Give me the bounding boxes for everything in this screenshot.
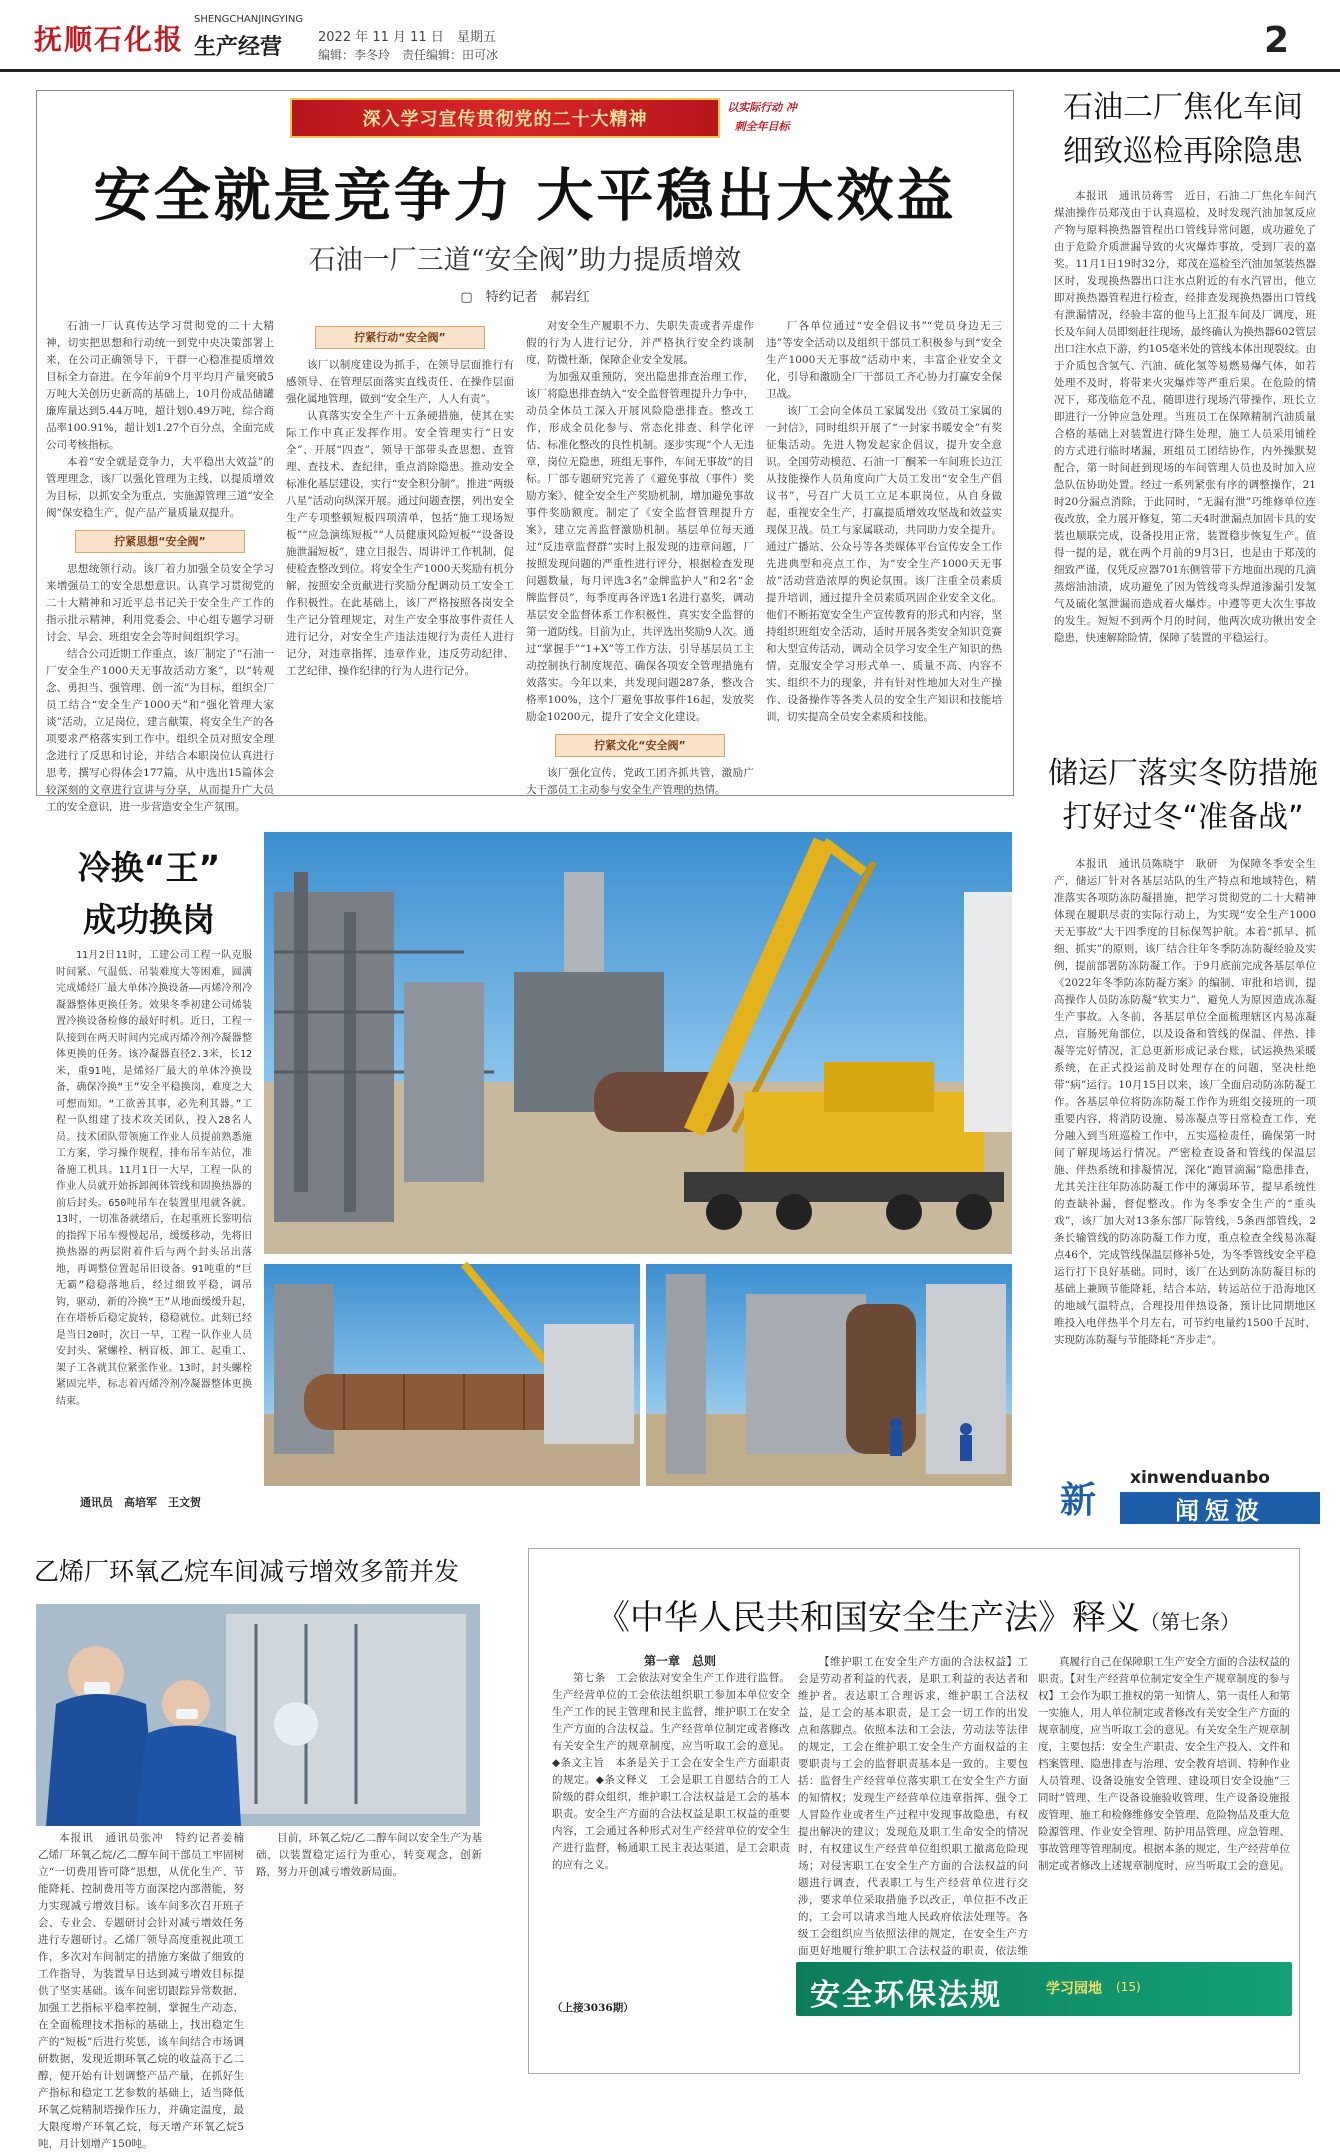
bottom-left-text: 本报讯 通讯员张冲 特约记者姜楠 乙烯厂环氧乙烷/乙二醇车间干部员工牢固树立“一切费用皆可降”思想，从优化生产、节能降耗、控制费用等方面深挖内部潜能，努力实现减亏增效目标。该车间多次召开班子会、专业会、专题研讨会针对减亏增效任务进行专题研讨。乙烯厂领导高度重视此项工作，多次对车间制定的措施方案做了细致的工作指导，为装置早日达到减亏增效目标提供了坚实基础。该车间密切跟踪异常数据，加强工艺指标平稳率控制，掌握生产动态，在全面梳理技术指标的基础上，找出稳定生产的“短板”后进行奖惩，该车间结合市场调研数据，发现近期环氧乙烷的收益高于乙二醇，便开始有计划调整产品产量，在抓好生产指标和稳定工艺参数的基础上，适当降低环氧乙烷精制塔操作压力，并确定温度，最大限度增产环氧乙烷，每天增产环氧乙烷5吨，月计划增产150吨。 <box>38 1832 255 2150</box>
right-story-1-text: 本报讯 通讯员蒋雪 近日，石油二厂焦化车间汽煤油操作员郑茂由于认真巡检，及时发现汽油加氢反应产物与原料换热器管程出口管线异常问题，成功避免了由于危险介质泄漏导致的火灾爆炸事故，受到厂表的嘉奖。11月1日19时32分，郑茂在巡检至汽油加氢装热器区时，发现换热器出口注水点附近的有水汽冒出，他立即对换热器管程进行检查，经排查发现换热器出口管线有泄漏情况，经验丰富的他马上汇报车间及厂调度，班长及车间人员即刻赶往现场，最终确认为换热器602管层出口注水点下游，约105毫米处的管线本体出现裂纹。由于介质包含氢气、汽油、硫化氢等易燃易爆气体，如若处理不及时，将带来火灾爆炸等严重后果。在危险的情况下，郑茂临危不乱，随即进行现场汽带操作，班长立即进行一分钟应急处理。当班员工在保障精制汽油质量合格的基础上对装置进行降生处理，施工人员采用铺栓的方式进行临时堵漏，班组员工团结协作，内外操默契配合，第一时间赶到现场的车间管理人员也及时加入应急队伍协助处置。经过一系列紧张有序的调整操作，21时20分漏点消除，于此同时，“无漏有泄”巧维修单位连夜改放，全力展开修复，第二天4时泄漏点加固卡具的安装也顺联完成，设备投用正常，装置稳步恢复生产。值得一提的是，就在两个月前的9月3日，也是由于郑茂的细致严谨，仅凭反应器701东侧管带下方地面出现的几滴蒸熔油油渍，成功避免了因为管线弯头焊道渗漏引发氢气及硫化氢泄漏而造成着火爆炸。中遵等更大次生事故的发生。短短不到两个月的时间，他两次成功揪出安全隐患，快速解除险情，保障了装置的平稳运行。 <box>1054 190 1316 644</box>
left-story-title <box>44 842 254 946</box>
news-brief-badge <box>1060 1468 1322 1526</box>
page-number: 2 <box>1264 20 1290 61</box>
news-brief-char: 新 <box>1060 1480 1097 1521</box>
lead-subhead-1: 拧紧思想“安全阀” <box>75 530 245 553</box>
left-story-body <box>56 948 252 1488</box>
news-brief-pinyin: xinwenduanbo <box>1130 1468 1270 1488</box>
lead-subhead-3: 拧紧文化“安全阀” <box>555 734 725 757</box>
lead-paragraph: 思想统领行动。该厂着力加强全员安全学习来增强员工的安全思想意识。认真学习贯彻党的二十大精神和习近平总书记关于安全生产工作的指示批示精神，利用党委会、中心组专题学习研讨会、早会、班组安全会等时间组织学习。 <box>46 563 274 643</box>
law-text-3: 真履行自己在保障职工生产安全方面的合法权益的职责。【对生产经营单位制定安全生产规章制度的参与权】工会作为职工推权的第一知情人、第一责任人和第一实施人，用人单位制定或者修改有关安全生产方面的规章制度，应当听取工会的意见。有关安全生产规章制度，主要包括：安全生产职责、安全生产投入、文件和档案管理、隐患排查与治理、安全教育培训、特种作业人员管理、设备设施安全管理、建设项目安全设施“三同时”管理、生产设备设施验收管理、生产设备设施报废管理、施工和检修维修安全管理、危险物品及重大危险源管理、作业安全管理、防护用品管理、应急管理、事故管理等管理制度。根据本条的规定，生产经营单位制定或者修改上述规章制度时，应当听取工会的意见。 <box>1038 1656 1290 1872</box>
lead-title: 安全就是竞争力 大平稳出大效益 <box>93 163 957 229</box>
lead-paragraph: 该厂工会向全体员工家属发出《致员工家属的一封信》，同时组织开展了“一封家书暖安全”有奖征集活动。先进人物发起家企倡议，提升安全意识。全国劳动模范、石油一厂酮苯一车间班长边江从技能操作人员角度向广大员工发出“安全生产倡议书”，号召广大员工立足本职岗位，从自身做起，重视安全生产，打赢提质增效攻坚战和效益实现保卫战。员工与家属联动，共同助力安全提升。通过广播站、公众号等各类媒体平台宣传安全工作先进典型和亮点工作，为“安全生产1000天无事故”活动营造浓厚的舆论氛围。该厂注重全员素质提升培训，通过提升全员素质巩固企业安全文化。他们不断拓宽安全生产宣传教育的形式和内容，坚持组织班组安全活动，适时开展各类安全知识竞赛和大型宣传活动，调动全员学习安全生产知识的热情，克服安全学习形式单一、质量不高、内容不实、组织不力的现象，并有针对性地加大对生产操作、设备操作等各类人员的安全生产知识和技能培训，切实提高全员安全素质和技能。 <box>766 405 1002 723</box>
regulations-banner-num: (15) <box>1116 1980 1141 1994</box>
bottom-left-text-2: 目前，环氧乙烷/乙二醇车间以安全生产为基础，以装置稳定运行为重心，转变观念，创新路，努力开创减亏增效新局面。 <box>256 1832 482 1878</box>
lead-banner-text: 深入学习宣传贯彻党的二十大精神 <box>362 109 648 130</box>
law-bottom-filler <box>798 2022 1290 2070</box>
section-name: 生产经营 <box>194 35 283 60</box>
lead-column-3 <box>526 318 754 796</box>
right-story-1-body <box>1054 188 1316 748</box>
lead-subtitle: 石油一厂三道“安全阀”助力提质增效 <box>308 245 742 276</box>
section-pinyin: SHENGCHANJINGYING <box>194 14 304 25</box>
right-story-2-title <box>1040 752 1326 840</box>
crane-main-photo <box>264 832 1012 1254</box>
left-story-text: 11月2日11时，工建公司工程一队克服时间紧、气温低、吊装难度大等困难，圆满完成烯烃厂最大单体冷换设备——丙烯冷剂冷凝器整体更换任务。效果冬季初建公司烯装置冷换设备检修的最好时机。近日，工程一队接到在两天时间内完成丙烯冷剂冷凝器整体更换的任务。该冷凝器直径2.3米，长12米，重91吨，是烯烃厂最大的单体冷换设备，确保冷换“王”安全平稳换岗，难度之大可想而知。“工欲善其事，必先利其器。”工程一队组建了技术攻关团队，投入28名人员。技术团队带领施工作业人员提前熟悉施工方案，学习操作规程，排布吊车站位，准备施工机具。11月1日一大早，工程一队的作业人员就开始拆卸阀体管线和固换热器的前后封头。650吨吊车在装置里甩就各就。13时，一切准备就绪后，在起重班长鉴明信的指挥下吊车慢慢起吊，缓缓移动，先将旧换热器的两层附着件后与两个封头吊出落地，再调整位置起吊旧设备。91吨重的“巨无霸”稳稳落地后，经过细致平稳，调吊钩，驱动，新的冷换“王”从地面缓缓升起，在在塔桥后稳定旋转，稳稳就位。此刻已经是当日20时，次日一早，工程一队作业人员安封头、紧螺栓、柄盲板、卸工、起重工、架子工各就其位紧张作业。13时，封头螺栓紧固完毕，标志着丙烯冷剂冷凝器整体更换结束。 <box>56 950 252 1407</box>
law-column-1 <box>552 1670 790 1996</box>
right-story-2-title-line2: 打好过冬“准备战” <box>1062 800 1304 835</box>
lead-banner <box>290 98 720 138</box>
lead-byline: ▢ 特约记者 郝岩红 <box>460 290 590 305</box>
newspaper-logo: 抚顺石化报 <box>34 23 185 56</box>
lead-banner-side: 以实际行动 冲刺全年目标 <box>727 101 797 133</box>
masthead <box>0 0 1340 72</box>
right-story-2-title-line1: 储运厂落实冬防措施 <box>1048 756 1318 791</box>
exchanger-left-illustration <box>264 1264 640 1486</box>
lead-column-4 <box>766 318 1002 786</box>
law-title-main: 《中华人民共和国安全生产法》释义 <box>596 1598 1140 1638</box>
law-continued: （上接3036期） <box>552 2002 634 2014</box>
news-brief-label: 闻短波 <box>1175 1496 1265 1525</box>
news-brief-label-box <box>1120 1492 1320 1524</box>
lead-column-1 <box>46 318 274 813</box>
lead-paragraph: 本着“安全就是竞争力，大平稳出大效益”的管理理念，该厂以强化管理为主线，以提质增效为目标，以抓安全为重点，实施源管理三道“安全阀”保安稳生产，促产品产量质量双提升。 <box>46 456 274 519</box>
lead-paragraph: 该厂以制度建设为抓手，在领导层面推行有感领导、在管理层面落实直线责任、在操作层面强化属地管理，做到“安全生产，人人有责”。 <box>286 359 514 405</box>
right-story-1-title-line1: 石油二厂焦化车间 <box>1063 90 1303 125</box>
right-story-2-text: 本报讯 通讯员陈晓宇 耿研 为保障冬季安全生产，储运厂针对各基层站队的生产特点和地域特色，精准落实各项防冻防凝措施，把学习贯彻党的二十大精神体现在履职尽责的实际行动上，为实现“安全生产1000天无事故”大干四季度的目标保驾护航。本着“抓早、抓细、抓实”的原则，该厂结合往年冬季防冻防凝经验及实例，提前部署防冻防凝工作。于9月底前完成各基层单位《2022年冬季防冻防凝方案》的编制、审批和培训，提高操作人员防冻防凝“软实力”，避免人为原因造成冻凝生产事故。入冬前，各基层单位全面梳理辖区内易冻凝点，盲肠死角部位，以及设备和管线的保温、伴热、排凝等完好情况，汇总更新形成记录台账，试运换热采暖系统，在正式投运前及时处理存在的问题，坚决杜绝带“病”运行。10月15日以来，该厂全面启动防冻防凝工作。各基层单位将防冻防凝工作作为班组交接班的一项重要内容，将消防设施、易冻凝点等日常检查工作，充分融入到当班巡检工作中，五实巡检责任，确保第一时间了解现场运行情况。严密检查设备和管线的保温层施、伴热系统和排凝情况，深化“跑冒滴漏”隐患排查，尤其关注往年防冻防凝工作中的薄弱环节，提早系统性的查缺补漏，督促整改。作为冬季安全生产的“重头戏”，该厂加大对13条东部厂际管线，5条西部管线，2条长输管线的防冻防凝工作力度，重点检查全线易冻凝点46个，完成管线保温层修补5处，为冬季管线安全平稳运行打下良好基础。同时，该厂在达到防冻防凝目标的基础上兼顾节能降耗，结合本站，转运站位于沿海地区的地域气温特点，合理投用伴热设备，预计比同期地区唯投入电伴热半个月左右，可节约电量约1500千瓦时，实现防冻防凝与节能降耗“齐步走”。 <box>1054 858 1316 1346</box>
left-story-title-line2: 成功换岗 <box>83 900 215 939</box>
left-story-title-line1: 冷换“王” <box>77 848 221 887</box>
right-story-2-body <box>1054 856 1316 1464</box>
exchanger-photo-right <box>646 1264 1012 1486</box>
bottom-left-body-2 <box>256 1830 482 2074</box>
law-text-2: 【维护职工在安全生产方面的合法权益】工会是劳动者利益的代表，是职工利益的表达者和维护者。表达职工合理诉求，维护职工合法权益，是工会的基本职责，是工会一切工作的出发点和落脚点。依照本法和工会法，劳动法等法律的规定，工会在维护职工安全生产方面权益的主要职责与工会的监督职责基本是一致的。主要包括：监督生产经营单位落实职工在安全生产方面的知情权；发现生产经营单位违章指挥、强令工人冒险作业或者生产过程中发现事故隐患，有权提出解决的建议；发现危及职工生命安全的情况时，有权建议生产经营单位组织职工撤离危险现场；对侵害职工在安全生产方面的合法权益的问题进行调查，代表职工与生产经营单位进行交涉，要求单位采取措施予以改正，单位拒不改正的，工会可以请求当地人民政府依法处理等。各级工会组织应当依照法律的规定，在安全生产方面更好地履行维护职工合法权益的职责，依法维 <box>798 1656 1028 1957</box>
exchanger-photo-left <box>264 1264 640 1486</box>
control-room-photo <box>36 1604 480 1826</box>
law-title-suffix: （第七条） <box>1140 1610 1240 1634</box>
right-story-1-title <box>1040 86 1326 174</box>
law-column-2 <box>798 1654 1028 1957</box>
left-story-byline: 通讯员 高培军 王文贺 <box>80 1496 201 1509</box>
law-text: 第七条 工会依法对安全生产工作进行监督。生产经营单位的工会依法组织职工参加本单位安全生产工作的民主管理和民主监督，维护职工在安全生产方面的合法权益。生产经营单位制定或者修改有关安全生产的规章制度，应当听取工会的意见。◆条文主旨 本条是关于工会在安全生产方面职责的规定。◆条文释义 工会是职工自愿结合的工人阶级的群众组织，维护职工合法权益是工会的基本职责。安全生产方面的合法权益是职工权益的重要内容，工会通过各种形式对生产经营单位的安全生产进行监督，畅通职工民主表达渠道，是工会职责的应有之义。 <box>552 1672 790 1871</box>
bottom-left-body-1 <box>38 1830 255 2150</box>
lead-paragraph: 结合公司近期工作重点，该厂制定了“石油一厂安全生产1000天无事故活动方案”，以“转观念、勇担当、强管理、创一流”为目标，组织全厂员工结合“安全生产1000天”和“强化管理大家谈”活动，立足岗位，建言献策，将安全生产的各项要求严格落实到工作中。组织全员对照安全理念进行了反思和讨论，并结合本职岗位认真进行思考，撰写心得体会177篇，从中选出15篇体会较深刻的文章进行宣讲与分享，从而提升广大员工的安全意识，进一步营造安全生产氛围。 <box>46 648 274 813</box>
right-story-1-title-line2: 细致巡检再除隐患 <box>1063 134 1303 169</box>
lead-paragraph: 石油一厂认真传达学习贯彻党的二十大精神，切实把思想和行动统一到党中央决策部署上来，在公司正确领导下，干群一心稳准提质增效目标全力奋进。在今年前9个月平均月产量突破5万吨大关创历史新高的基础上，10月份成品储罐廉库量达到5.44万吨，超计划0.49万吨，综合商品率100.91%，超计划1.27个百分点，全面完成公司考核指标。 <box>46 320 274 451</box>
date-line: 2022 年 11 月 11 日 星期五 <box>318 30 496 45</box>
regulations-banner-title: 安全环保法规 <box>810 1978 1002 2013</box>
lead-paragraph: 为加强双重预防，突出隐患排查治理工作，该厂将隐患排查纳入“安全监督管理提升力争中，动员全体员工深入开展风险隐患排查。整改工作，形成全员化参与、常态化排查、科学化评估、标准化整改的良性机制。逐步实现“个人无违章，岗位无隐患，班组无事件，车间无事故”的目标。厂部专题研究完善了《避免事故（事件）奖励方案》、健全安全生产奖励机制，增加避免事故事件奖励额度。制定了《安全监督管理提升方案》，建立完善监督激励机制。基层单位每天通过“反违章监督群”实时上报发现的违章问题，厂按照发现问题的严重性进行评分，根据检查发现问题数量，每月评选3名“金牌监护人”和2名“金牌监督员”，每季度再各评选1名进行嘉奖，调动基层安全监督体系工作积极性，真实安全监督的第一道防线。目前为止，共评选出奖励9人次。通过“掌握手”“1+X”等工作方法，引导基层员工主动控制执行制度规范、确保各项安全管理措施有效落实。今年以来，共发现问题287条，整改合格率100%，这个厂避免事故事件16起，发放奖励金10200元，提升了安全文化建设。 <box>526 371 754 723</box>
lead-subhead-2: 拧紧行动“安全阀” <box>315 326 485 349</box>
lead-paragraph: 认真落实安全生产十五条硬措施，使其在实际工作中真正发挥作用。安全管理实行“日安全”、开展“四查”，领导干部带头查思想、查管理、查技术、查纪律，重点消除隐患。推动安全标准化基层建设，实行“安全积分制”。推进“两级八星”活动向纵深开展。通过问题查摆，列出安全生产专项整顿短板四项清单，包括“施工现场短板”“应急演练短板”“人员健康风险短板”“设备设施泄漏短板”，建立目报告、周讲评工作机制，促使检查整改到位。将安全生产1000天奖励有机分解，按照安全贡献进行奖励分配调动员工安全工作积极性。在此基础上，该厂严格按照各岗安全生产记分管理规定，对生产安全事故事件责任人进行记分，对安全生产违法违规行为责任人进行记分，对违章指挥、违章作业，违反劳动纪律、工艺纪律、操作纪律的行为人进行记分。 <box>286 410 514 677</box>
lead-paragraph: 该厂强化宣传，党政工团齐抓共管，激励广大干部员工主动参与安全生产管理的热情。 <box>526 767 754 796</box>
bottom-left-title: 乙烯厂环氧乙烷车间减亏增效多箭并发 <box>34 1557 460 1586</box>
crane-main-illustration <box>264 832 1012 1254</box>
editors-line: 编辑：李冬玲 责任编辑：田可冰 <box>318 48 499 62</box>
regulations-banner-tag: 学习园地 <box>1046 1981 1102 1997</box>
law-title <box>548 1590 1288 1639</box>
lead-paragraph: 对安全生产履职不力、失职失责或者弄虚作假的行为人进行记分，并严格执行安全约谈制度，防微杜渐，保障企业安全发展。 <box>526 320 754 366</box>
law-column-3 <box>1038 1654 1290 1954</box>
lead-column-2 <box>286 318 514 786</box>
exchanger-right-illustration <box>646 1264 1012 1486</box>
regulations-banner <box>796 1962 1292 2016</box>
lead-paragraph: 厂各单位通过“安全倡议书”“党员身边无三违”等安全活动以及组织干部员工积极参与到“安全生产1000天无事故”活动中来，丰富企业安全文化，引导和激励全厂干部员工齐心协力打赢安全保卫战。 <box>766 320 1002 400</box>
law-chapter: 第一章 总则 <box>643 1654 716 1668</box>
control-room-illustration <box>36 1604 480 1826</box>
